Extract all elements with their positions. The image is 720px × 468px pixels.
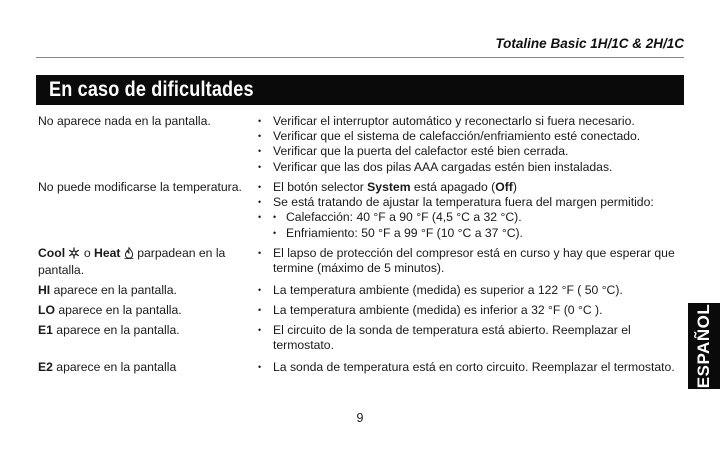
solution-item: • La temperatura ambiente (medida) es superior a 122 °F ( 50 °C). — [258, 283, 688, 298]
section-title: En caso de dificultades — [49, 78, 254, 101]
flame-icon — [124, 247, 134, 263]
solution-subitem: • Enfriamiento: 50 °F a 99 °F (10 °C a 37 °C). — [258, 226, 688, 241]
language-label: ESPAÑOL — [694, 303, 713, 389]
solution-item: • El circuito de la sonda de temperatura está abierto. Reemplazar el termostato. — [258, 323, 688, 353]
problem-text — [38, 283, 250, 298]
solution-item — [258, 180, 688, 195]
solution-list — [258, 114, 688, 175]
solution-subitem: • • Calefacción: 40 °F a 90 °F (4,5 °C a 32 °C). — [258, 210, 688, 225]
off-keyword: Off — [495, 180, 513, 194]
solution-text: El botón selector — [273, 180, 368, 194]
solution-item: • Verificar que la puerta del calefactor esté bien cerrada. — [258, 144, 688, 159]
problem-text — [38, 303, 250, 318]
solution-list — [258, 360, 688, 375]
solution-item: • Verificar que las dos pilas AAA cargadas estén bien instaladas. — [258, 160, 688, 175]
problem-text: parpadean en la pantalla. — [38, 246, 226, 278]
solution-text: ) — [512, 180, 517, 194]
cool-keyword: Cool — [38, 246, 66, 260]
problem-text — [38, 360, 250, 375]
solution-list — [258, 303, 688, 318]
problem-text: aparece en la pantalla. — [52, 323, 180, 337]
language-tab — [688, 303, 720, 389]
solution-sublist-wrap — [258, 210, 688, 240]
solution-list — [258, 246, 688, 276]
section-header-bar — [36, 75, 684, 105]
e1-code: E1 — [38, 323, 53, 337]
lo-code: LO — [38, 303, 55, 317]
page-number: 9 — [356, 411, 364, 425]
solution-sublist — [258, 210, 688, 240]
solution-list — [258, 180, 688, 241]
solution-item: • Verificar el interruptor automático y reconectarlo si fuera necesario. — [258, 114, 688, 129]
hi-code: HI — [38, 283, 51, 297]
problem-text: aparece en la pantalla — [52, 360, 177, 374]
solution-item: • El lapso de protección del compresor está en curso y hay que esperar que termine (máximo de 5 minutos). — [258, 246, 688, 276]
solution-item: • Se está tratando de ajustar la temperatura fuera del margen permitido: — [258, 195, 688, 210]
problem-text — [38, 323, 250, 338]
problem-text: aparece en la pantalla. — [54, 303, 182, 317]
e2-code: E2 — [38, 360, 53, 374]
problem-text: No aparece nada en la pantalla. — [38, 114, 211, 128]
header-divider — [36, 57, 684, 58]
problem-text: o — [80, 246, 95, 260]
solution-item: • La temperatura ambiente (medida) es inferior a 32 °F (0 °C ). — [258, 303, 688, 318]
header-title: Totaline Basic 1H/1C & 2H/1C — [495, 36, 684, 51]
solution-item: • La sonda de temperatura está en corto circuito. Reemplazar el termostato. — [258, 360, 688, 375]
solution-list — [258, 323, 688, 353]
solution-text: está apagado ( — [410, 180, 496, 194]
problem-text: aparece en la pantalla. — [50, 283, 177, 297]
solution-list — [258, 283, 688, 298]
problem-text: No puede modificarse la temperatura. — [38, 180, 242, 194]
snowflake-icon — [68, 247, 80, 263]
problem-text — [38, 246, 250, 278]
system-keyword: System — [367, 180, 411, 194]
heat-keyword: Heat — [94, 246, 121, 260]
solution-item: • Verificar que el sistema de calefacción/enfriamiento esté conectado. — [258, 129, 688, 144]
